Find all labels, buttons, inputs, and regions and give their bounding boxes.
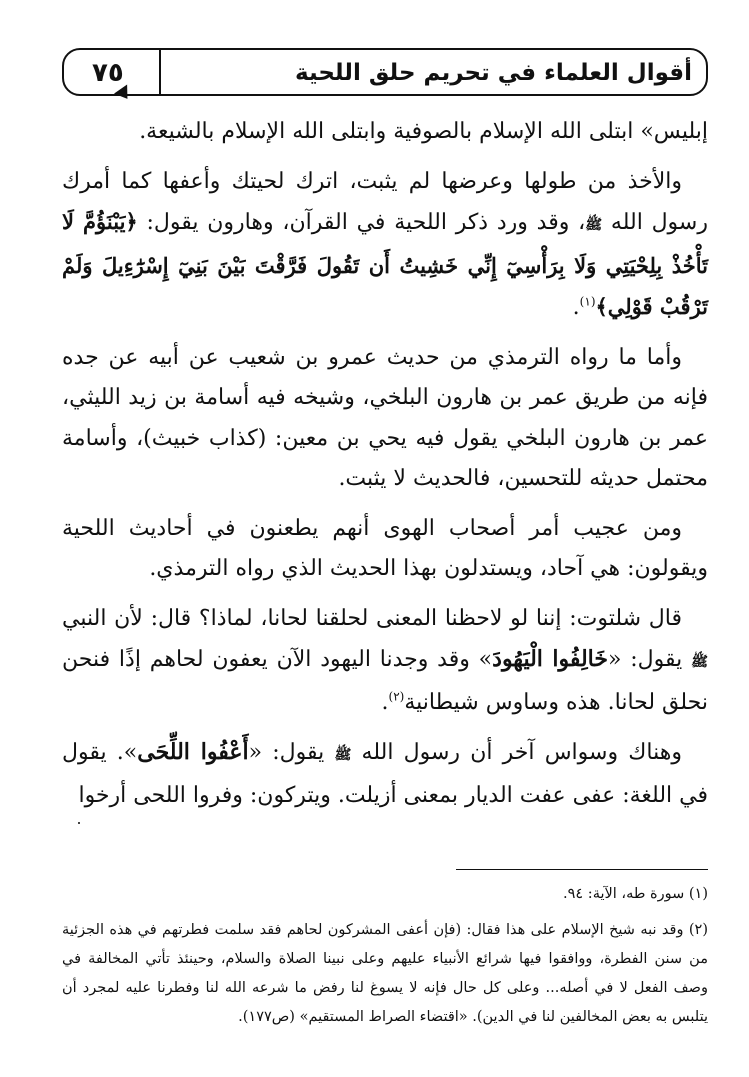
paragraph-1 (62, 112, 708, 153)
page-number: ٧٥ (92, 58, 124, 88)
paragraph-4-text: ومن عجيب أمر أصحاب الهوى أنهم يطعنون في أحاديث اللحية ويقولون: هي آحاد، ويستدلون بهذا الحديث الذي رواه الترمذي. (62, 515, 708, 581)
paragraph-2 (62, 162, 708, 329)
margin-dot (78, 822, 80, 824)
page-header (62, 48, 708, 96)
salutation-glyph: ﷺ (691, 654, 708, 670)
footnote-1: (١) سورة طه، الآية: ٩٤. (563, 886, 708, 902)
paragraph-6-text-b: يقول: « (248, 740, 335, 765)
paragraph-5 (62, 599, 708, 724)
paragraph-3-text: وأما ما رواه الترمذي من حديث عمرو بن شعيب عن أبيه عن جده فإنه من طريق عمر بن هارون البلخي، وشيخه فيه أسامة بن زيد الليثي، عمر بن هارون البلخي يقول فيه يحي بن معين: (كذاب خبيث)، وأسامة محتمل حديثه للتحسين، فالحديث لا يثبت. (62, 344, 708, 491)
paragraph-6 (62, 732, 708, 816)
footnote-ref-1: (١) (579, 294, 596, 309)
footnotes (62, 880, 708, 1032)
paragraph-6-text-c: ». يقول في اللغة: عفى عفت الديار بمعنى أزيلت. ويتركون: وفروا اللحى أرخوا (62, 740, 708, 808)
paragraph-1-text: إبليس» ابتلى الله الإسلام بالصوفية وابتلى الله الإسلام بالشيعة. (139, 119, 708, 144)
header-divider (159, 48, 161, 96)
paragraph-5-text-a: قال شلتوت: إننا لو لاحظنا المعنى لحلقنا لحانا، لماذا؟ قال: لأن النبي (62, 605, 682, 631)
paragraph-2-text-b: ، وقد ورد ذكر اللحية في القرآن، وهارون يقول: (137, 210, 586, 235)
paragraph-2-text-a: والأخذ من طولها وعرضها لم يثبت، اترك لحيتك وأعفها كما أمرك رسول الله (62, 168, 708, 235)
page-title: أقوال العلماء في تحريم حلق اللحية (295, 60, 692, 86)
salutation-glyph: ﷺ (334, 747, 352, 763)
hadith-quote: أَعْفُوا اللِّحَى (137, 739, 249, 765)
quran-verse: ﴿يَبْنَؤُمَّ لَا تَأْخُذْ بِلِحْيَتِي وَلَا بِرَأْسِيٓ إِنِّي خَشِيتُ أَن تَقُولَ فَرَّقْتَ بَيْنَ بَنِيٓ إِسْرَٰٓءِيلَ وَلَمْ تَرْقُبْ قَوْلِي﴾ (62, 209, 708, 319)
paragraph-2-text-c: . (572, 295, 580, 320)
paragraph-5-text-b: يقول: « (607, 647, 692, 672)
salutation-glyph: ﷺ (585, 217, 603, 233)
footnote-separator (456, 869, 708, 870)
paragraph-4 (62, 509, 708, 590)
paragraph-6-text-a: وهناك وسواس آخر أن رسول الله (351, 740, 682, 765)
paragraph-5-text-c: » وقد وجدنا اليهود الآن يعفون لحاهم إذًا فنحن نحلق لحانا. هذه وساوس شيطانية (62, 647, 708, 715)
paragraph-3 (62, 338, 708, 500)
footnote-2: (٢) وقد نبه شيخ الإسلام على هذا فقال: (فإن أعفى المشركون لحاهم فقد سلمت فطرتهم في هذه الجزئية من سنن الفطرة، ووافقوا فيها شرائع الأنبياء عليهم وعلى نبينا الصلاة والسلام، وحينئذ تأتي المخالفة في وصف الفعل لا في أصله... وعلى كل حال فإنه لا يسوغ لنا رفض ما شرعه الله لنا وفطرنا عليه لمجرد أن يتلبس به بعض المخالفين لنا في الدين). «اقتضاء الصراط المستقيم» (ص١٧٧). (62, 922, 708, 1025)
paragraph-5-text-d: . (381, 689, 389, 715)
main-text (62, 112, 708, 816)
hadith-quote: خَالِفُوا الْيَهُودَ (492, 646, 608, 672)
footnote-ref-2: (٢) (388, 689, 405, 704)
